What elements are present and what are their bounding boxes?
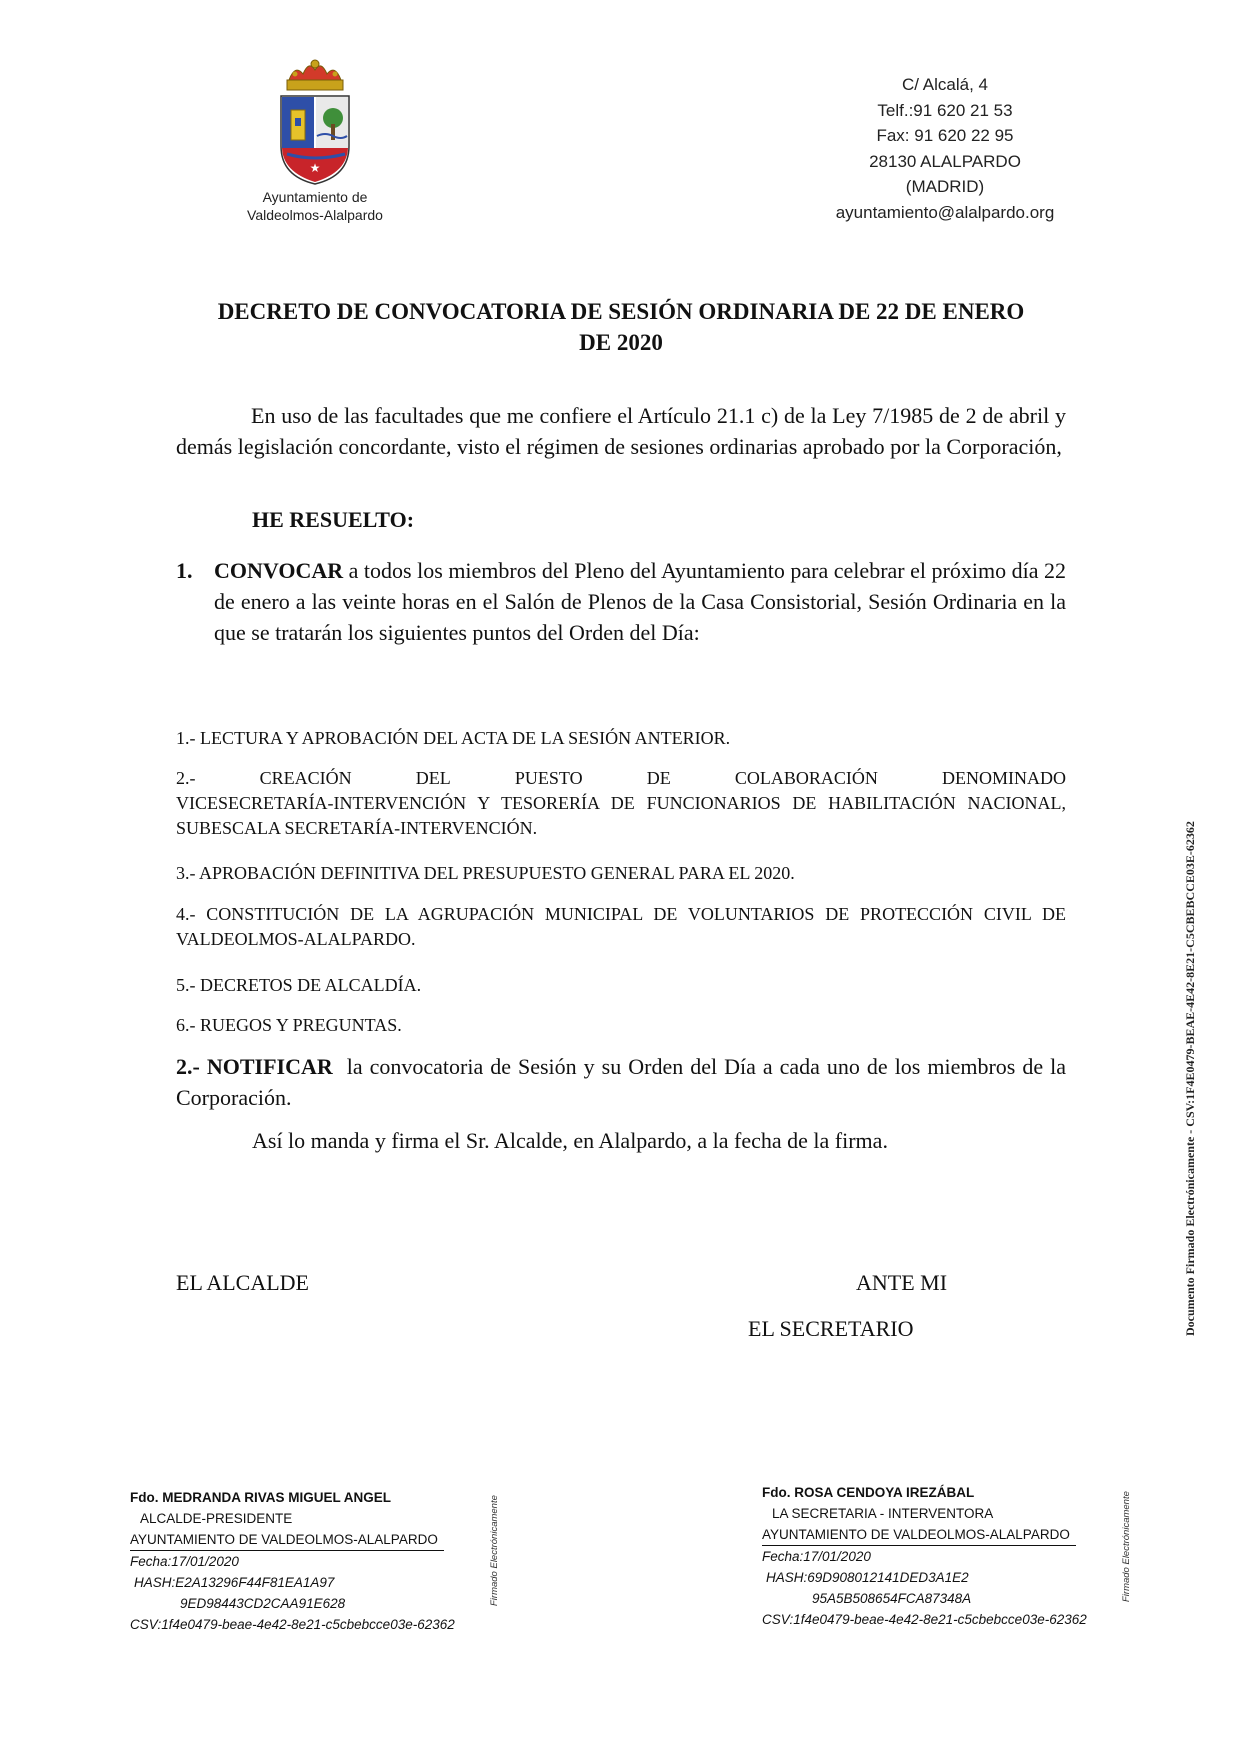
before-me-label: ANTE MI bbox=[856, 1270, 948, 1295]
signature-hash-line1: HASH:E2A13296F44F81EA1A97 bbox=[134, 1575, 335, 1590]
signer-organization: AYUNTAMIENTO DE VALDEOLMOS-ALALPARDO bbox=[762, 1524, 1076, 1546]
signature-date: Fecha:17/01/2020 bbox=[762, 1549, 871, 1564]
logo-caption-line2: Valdeolmos-Alalpardo bbox=[247, 207, 383, 223]
agenda-item-2-word: 2.- bbox=[176, 768, 196, 788]
signature-hash-line1: HASH:69D908012141DED3A1E2 bbox=[766, 1570, 969, 1585]
intro-paragraph bbox=[176, 400, 1066, 462]
point2-keyword: 2.- NOTIFICAR bbox=[176, 1054, 333, 1079]
resolution-point-2 bbox=[176, 1051, 1072, 1113]
address-street: C/ Alcalá, 4 bbox=[902, 75, 988, 94]
contact-address bbox=[800, 72, 1090, 225]
signature-block-mayor bbox=[130, 1487, 490, 1635]
decree-title bbox=[176, 296, 1066, 358]
closing-text: Así lo manda y firma el Sr. Alcalde, en Alalpardo, a la fecha de la firma. bbox=[252, 1128, 888, 1153]
title-line2: DE 2020 bbox=[579, 330, 663, 355]
agenda-item-2-rest: VICESECRETARÍA-INTERVENCIÓN Y TESORERÍA DE FUNCIONARIOS DE HABILITACIÓN NACIONAL, SUBESCALA SECRETARÍA-INTERVENCIÓN. bbox=[176, 793, 1066, 838]
agenda-item-3: 3.- APROBACIÓN DEFINITIVA DEL PRESUPUESTO GENERAL PARA EL 2020. bbox=[176, 863, 795, 883]
agenda-item-2-word: COLABORACIÓN bbox=[734, 768, 878, 788]
agenda-item-1: 1.- LECTURA Y APROBACIÓN DEL ACTA DE LA SESIÓN ANTERIOR. bbox=[176, 728, 731, 748]
resolved-heading: HE RESUELTO: bbox=[252, 507, 415, 532]
title-line1: DECRETO DE CONVOCATORIA DE SESIÓN ORDINARIA DE 22 DE ENERO bbox=[217, 299, 1025, 324]
agenda-item-2-word: DENOMINADO bbox=[941, 768, 1066, 788]
agenda-item-2-word: DE bbox=[646, 768, 671, 788]
agenda-item-5: 5.- DECRETOS DE ALCALDÍA. bbox=[176, 975, 422, 995]
svg-text:★: ★ bbox=[309, 161, 321, 175]
signature-date: Fecha:17/01/2020 bbox=[130, 1554, 239, 1569]
intro-text: En uso de las facultades que me confiere el Artículo 21.1 c) de la Ley 7/1985 de 2 de abril y demás legislación concordante, visto el régimen de sesiones ordinarias aprobado por la Corporación, bbox=[176, 403, 1066, 459]
agenda-item-2-word: PUESTO bbox=[514, 768, 583, 788]
point1-text: a todos los miembros del Pleno del Ayuntamiento para celebrar el próximo día 22 de enero a las veinte horas en el Salón de Plenos de la Casa Consistorial, Sesión Ordinaria en la que se tratarán los siguientes puntos del Orden del Día: bbox=[214, 558, 1066, 645]
signature-csv: CSV:1f4e0479-beae-4e42-8e21-c5cbebcce03e-62362 bbox=[130, 1617, 455, 1632]
agenda-item-2-word: CREACIÓN bbox=[259, 768, 352, 788]
point2-text: la convocatoria de Sesión y su Orden del Día a cada uno de los miembros de la Corporación. bbox=[176, 1054, 1072, 1110]
signature-csv: CSV:1f4e0479-beae-4e42-8e21-c5cbebcce03e-62362 bbox=[762, 1612, 1087, 1627]
address-phone: Telf.:91 620 21 53 bbox=[877, 100, 1013, 120]
secretary-label: EL SECRETARIO bbox=[748, 1316, 914, 1341]
municipal-logo bbox=[230, 58, 400, 224]
agenda-item-2-word: DEL bbox=[415, 768, 451, 788]
address-province: (MADRID) bbox=[905, 177, 985, 196]
agenda-item-4: 4.- CONSTITUCIÓN DE LA AGRUPACIÓN MUNICIPAL DE VOLUNTARIOS DE PROTECCIÓN CIVIL DE VALDEOLMOS-ALALPARDO. bbox=[176, 904, 1066, 949]
signature-hash-line2: 9ED98443CD2CAA91E628 bbox=[180, 1596, 346, 1611]
resolution-point-1 bbox=[176, 555, 1066, 648]
address-email: ayuntamiento@alalpardo.org bbox=[835, 202, 1055, 222]
logo-caption-line1: Ayuntamiento de bbox=[262, 189, 368, 205]
address-fax: Fax: 91 620 22 95 bbox=[876, 126, 1014, 145]
signature-block-secretary bbox=[762, 1482, 1122, 1630]
vertical-csv-stamp: Documento Firmado Electrónicamente - CSV:1F4E0479-BEAE-4E42-8E21-C5CBEBCCE03E-62362 bbox=[1183, 821, 1197, 1336]
agenda-item-2 bbox=[176, 766, 1066, 841]
point1-number: 1. bbox=[176, 558, 193, 583]
coat-of-arms-icon bbox=[275, 58, 355, 188]
signer-name: Fdo. MEDRANDA RIVAS MIGUEL ANGEL bbox=[130, 1490, 391, 1505]
agenda-item-2-first-line bbox=[176, 766, 1066, 791]
signer-role: ALCALDE-PRESIDENTE bbox=[140, 1511, 293, 1526]
signer-role: LA SECRETARIA - INTERVENTORA bbox=[772, 1506, 994, 1521]
signature-hash-line2: 95A5B508654FCA87348A bbox=[812, 1591, 972, 1606]
signer-organization: AYUNTAMIENTO DE VALDEOLMOS-ALALPARDO bbox=[130, 1529, 444, 1551]
signer-name: Fdo. ROSA CENDOYA IREZÁBAL bbox=[762, 1485, 975, 1500]
point1-keyword: CONVOCAR bbox=[214, 558, 344, 583]
address-postal: 28130 ALALPARDO bbox=[869, 151, 1021, 171]
electronically-signed-label: Firmado Electrónicamente bbox=[1121, 1491, 1132, 1602]
agenda-item-6: 6.- RUEGOS Y PREGUNTAS. bbox=[176, 1015, 402, 1035]
electronically-signed-label: Firmado Electrónicamente bbox=[489, 1495, 500, 1606]
mayor-label: EL ALCALDE bbox=[176, 1270, 309, 1295]
